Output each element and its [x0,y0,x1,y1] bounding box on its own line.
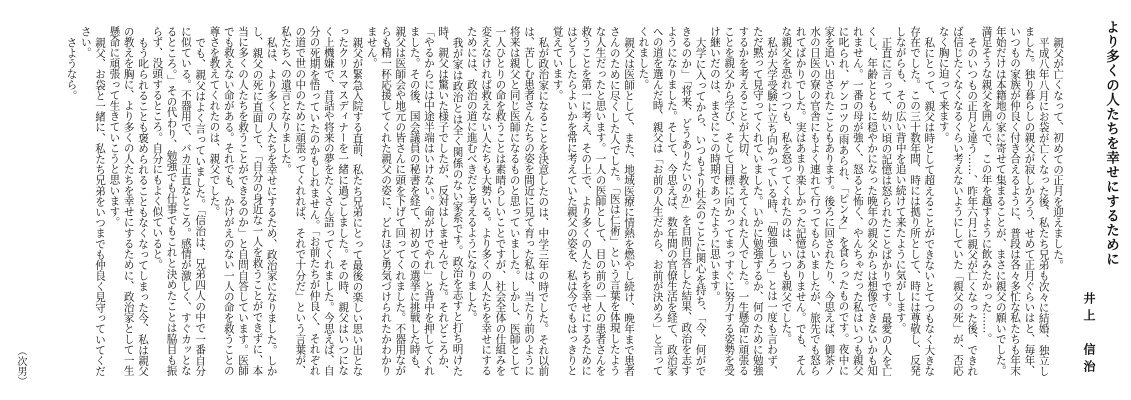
author-name: 井上 信治 [1082,292,1096,377]
paragraph: 親父は医師として、また、地域医療に情熱を燃やし続け、晩年まで患者さんのために尽くした人でした。「医は仁術」という言葉を体現したような人生だったと思います。一人の医師として、目の前の一人の患者さんを救うことを第一に考え、その上で、より多くの人たちを幸せにするためにはどうしたらよいかを常に考えていた親父の姿を、私は今でもはっきりと覚えています。 [551,26,636,376]
paragraph: 私が大学受験に立ち向かっている時、「勉強しろ」とは一度も言わず、ただ黙って見守ってくれていました。いかに勉強するか、何のために勉強するかを考えることが大切、と教えてくれた人でした。一生懸命に頑張ることを親父から学び、そして目標に向かってまっすぐに努力する姿勢を受け継いだのは、まさにこの時期であったように思います。 [708,26,779,376]
article-title: より多くの人たちを幸せにするために [1103,20,1119,267]
paragraph: そのいつもの正月と違う……、昨年六月に親父が亡くなった後、できれば信じたくなくなるくらい考えないようにしていた「親父の死」が、否応なく胸に迫って来ます。 [937,26,979,376]
paragraph: 親父が緊急入院する直前、私たち兄弟にとって最後の楽しい思い出となったクリスマスディナーを一緒に過ごしました。その時、親父はいつになく上機嫌で、昔話や将来の夢をたくさん語ってくれました。今思えば、自分の死期を悟っていたのかもしれません。「お前たちが仲良く、それぞれの道で世の中のために頑張ってくれれば、それで十分だ」という言葉が、私たちへの遺言となりました。 [279,26,364,376]
paragraph: 我が家は政治とは全く関係のない家系です。政治を志すと打ち明けた時、親父は驚いた様子でしたが、反対はしませんでした。それどころか、「やるからには中途半端はいけない。命がけでやれ」と背中を押してくれました。その後、国会議員の秘書を経て、初めての選挙に挑戦した時も、親父は医師会や地元の皆さんに頭を下げて回ってくれました。不器用ながらも精一杯応援してくれた親父の姿に、どれほど勇気づけられたかわかりません。 [365,26,464,376]
paragraph: 私は、より多くの人たちを幸せにするため、政治家になりました。しかし、親父の死に直面して、「自分の身近な一人を救うことができずに、本当に多くの人たちを救うことができるのか」と自問自答しています。医師でも救えない命がある。それでも、かけがえのない一人の命を救うことの尊さを教えてくれたのは、親父でした。 [208,26,278,376]
paragraph: 正直に言って、幼い頃の記憶は怒られたことばかりです。最愛の人を亡くし、年齢とともに穏やかになった晩年の親父からは想像できないかも知れません。一番の母が強く、怒ると怖く、やんちゃだった私はいつも親父に叱られ、ゲンコツの雨あられ、「ピンタ」を食らったものです。夜中に家を追い出されたこともあります。後ろに回されたり、今思えば、御茶ノ水の日医の寮の官舎にもよく連れて行ってもらいましたが、旅先でも怒られてばかりでした。実はあまり楽しかった記憶はありません。でも、そんな親父を恐れつつも、私を怒ってくれたのは、いつも親父でした。 [780,26,893,376]
paragraph: 私にとって、親父は時として超えることができないとてつもなく大きな存在でした。この三十数年間、時には拠り所として、時には尊敬し、反発しながらも、その広い背中を追い続けて来たように気がします。 [894,26,936,376]
paragraph: 親父、お袋と一緒に、私たち兄弟をいつまでも仲良く見守っていてください。 [79,26,107,376]
paragraph: もう叱られることも褒められることもなくなってしまった今、私は親父の教えを胸に、より多くの人たちを幸せにするために、政治家として一生懸命に頑張って生きていこうと思います。 [108,26,149,376]
paragraph: でも、親父はよく言っていました。「信治は、兄弟四人の中で一番自分に似ている。不器用で、バカ正直なところ。感情が激しく、すぐカッとなるところ。」その代わり、勉強でも仕事でもこれと決めたことは脇目も振らず、没頭するところ。自分にもよく似ていると。 [151,26,207,376]
paragraph: さようなら。 [65,36,78,101]
author-signature: （次男） [15,346,26,386]
paragraph: 平成八年八月にお袋が亡くなった後、私たち兄弟も次々に結婚、独立しました。独り暮らしの親父が寂しかろう、せめて正月ぐらいはと、毎年、いつもの家族が仲良く付き合えるように、普段は各々多忙な私たちも年末年始だけは本籍地の家に寄せて集まることが、まさに親父の願いでした。満足そうな親父を囲んで、この年を越すように飲みたかった……。 [980,26,1050,376]
paragraph: 親父が亡くなって、初めての正月を迎えました。 [1052,36,1064,270]
paragraph: 私が政治家になることを決意したのは、中学三年の時でした。それ以前は、苦しむ患者さんたちの姿を間近に見て育った私は、当たり前のように将来は親父と同じ医師になるものと思っていました。しかし、医師として一人ひとりの命を救うことは素晴らしいことですが、社会全体の仕組みを変えなければ救えない人たちも大勢いる。より多くの人たちを幸せにするためには、政治の道に進むべきだと考えるようになりました。 [465,26,550,376]
paragraph: 大学に入ってから、いつもより社会のことに関心を持ち、「今、何ができるのか」「将来、どうありたいのか」を自問自答した結果、政治を志すようになりました。そして、今思えば、数年間の官僚生活を経て、政治家への道を選んだ時、親父は「お前の人生だから、お前が決めろ」と言ってくれました。 [637,26,707,376]
article-body [25,26,1065,376]
